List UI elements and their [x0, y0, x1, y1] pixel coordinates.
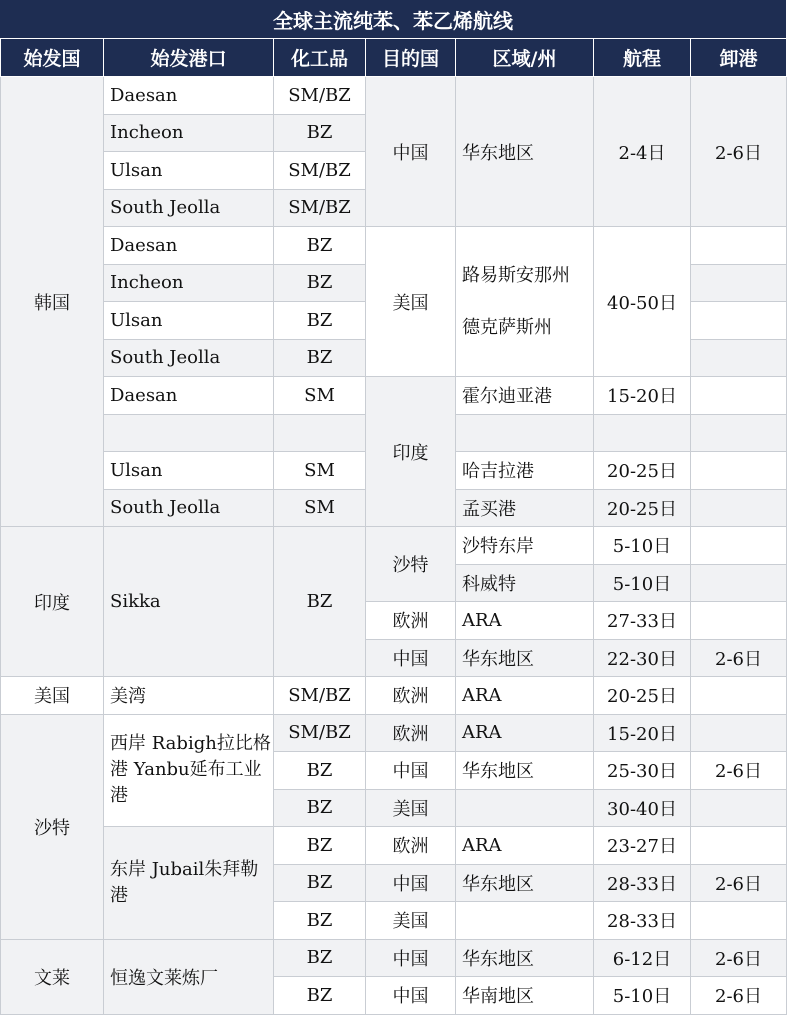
unload-cell: 2-6日	[691, 77, 787, 227]
origin-port-cell: South Jeolla	[104, 489, 274, 527]
product-cell: SM	[274, 452, 366, 490]
voyage-cell: 27-33日	[594, 602, 691, 640]
voyage-cell: 30-40日	[594, 789, 691, 827]
product-cell: SM/BZ	[274, 714, 366, 752]
voyage-cell: 23-27日	[594, 827, 691, 865]
region-cell: 科威特	[456, 564, 594, 602]
voyage-cell	[594, 414, 691, 452]
product-cell: SM/BZ	[274, 189, 366, 227]
product-cell: BZ	[274, 939, 366, 977]
unload-cell: 2-6日	[691, 939, 787, 977]
dest-country-cell: 美国	[366, 227, 456, 377]
unload-cell	[691, 714, 787, 752]
origin-port-cell: Incheon	[104, 264, 274, 302]
unload-cell	[691, 827, 787, 865]
dest-country-cell: 欧洲	[366, 827, 456, 865]
product-cell: SM/BZ	[274, 152, 366, 190]
origin-port-cell	[104, 414, 274, 452]
voyage-cell: 40-50日	[594, 227, 691, 377]
unload-cell	[691, 414, 787, 452]
unload-cell	[691, 677, 787, 715]
origin-port-cell: 恒逸文莱炼厂	[104, 939, 274, 1014]
dest-country-cell: 美国	[366, 789, 456, 827]
unload-cell: 2-6日	[691, 639, 787, 677]
region-cell: 路易斯安那州 德克萨斯州	[456, 227, 594, 377]
voyage-cell: 5-10日	[594, 564, 691, 602]
unload-cell	[691, 339, 787, 377]
origin-port-cell: Daesan	[104, 227, 274, 265]
unload-cell	[691, 902, 787, 940]
voyage-cell: 22-30日	[594, 639, 691, 677]
unload-cell	[691, 564, 787, 602]
unload-cell	[691, 264, 787, 302]
product-cell: BZ	[274, 264, 366, 302]
origin-port-cell: South Jeolla	[104, 339, 274, 377]
origin-country-cell: 韩国	[1, 77, 104, 527]
unload-cell	[691, 527, 787, 565]
product-cell: BZ	[274, 752, 366, 790]
col-header-dest-country: 目的国	[366, 39, 456, 77]
voyage-cell: 5-10日	[594, 527, 691, 565]
product-cell: BZ	[274, 864, 366, 902]
origin-country-cell: 文莱	[1, 939, 104, 1014]
product-cell: BZ	[274, 302, 366, 340]
col-header-product: 化工品	[274, 39, 366, 77]
region-cell: 孟买港	[456, 489, 594, 527]
product-cell: BZ	[274, 827, 366, 865]
origin-country-cell: 印度	[1, 527, 104, 677]
region-cell: 华东地区	[456, 77, 594, 227]
dest-country-cell: 印度	[366, 377, 456, 527]
region-cell: 霍尔迪亚港	[456, 377, 594, 415]
dest-country-cell: 沙特	[366, 527, 456, 602]
unload-cell: 2-6日	[691, 752, 787, 790]
voyage-cell: 2-4日	[594, 77, 691, 227]
product-cell: SM/BZ	[274, 77, 366, 115]
dest-country-cell: 欧洲	[366, 602, 456, 640]
region-cell: ARA	[456, 714, 594, 752]
product-cell	[274, 414, 366, 452]
dest-country-cell: 欧洲	[366, 714, 456, 752]
origin-port-cell: South Jeolla	[104, 189, 274, 227]
region-cell	[456, 902, 594, 940]
unload-cell: 2-6日	[691, 977, 787, 1015]
voyage-cell: 6-12日	[594, 939, 691, 977]
region-cell: 华南地区	[456, 977, 594, 1015]
dest-country-cell: 中国	[366, 752, 456, 790]
dest-country-cell: 中国	[366, 77, 456, 227]
voyage-cell: 20-25日	[594, 452, 691, 490]
unload-cell	[691, 789, 787, 827]
table-row	[1, 227, 787, 265]
origin-port-cell: Ulsan	[104, 302, 274, 340]
region-cell: 沙特东岸	[456, 527, 594, 565]
voyage-cell: 25-30日	[594, 752, 691, 790]
table-header	[1, 39, 787, 77]
unload-cell	[691, 302, 787, 340]
voyage-cell: 15-20日	[594, 377, 691, 415]
origin-port-cell: Ulsan	[104, 452, 274, 490]
table-title: 全球主流纯苯、苯乙烯航线	[0, 0, 786, 39]
table-row	[1, 527, 787, 565]
table-row	[1, 939, 787, 977]
dest-country-cell: 中国	[366, 939, 456, 977]
region-cell: ARA	[456, 677, 594, 715]
dest-country-cell: 欧洲	[366, 677, 456, 715]
origin-port-cell: 美湾	[104, 677, 274, 715]
dest-country-cell: 中国	[366, 977, 456, 1015]
region-cell	[456, 789, 594, 827]
product-cell: BZ	[274, 527, 366, 677]
origin-port-cell: Ulsan	[104, 152, 274, 190]
origin-port-cell: Incheon	[104, 114, 274, 152]
product-cell: BZ	[274, 902, 366, 940]
unload-cell	[691, 452, 787, 490]
region-cell: ARA	[456, 827, 594, 865]
col-header-origin-port: 始发港口	[104, 39, 274, 77]
origin-country-cell: 美国	[1, 677, 104, 715]
origin-port-cell: Sikka	[104, 527, 274, 677]
table-row	[1, 77, 787, 115]
region-cell: ARA	[456, 602, 594, 640]
origin-port-cell: Daesan	[104, 377, 274, 415]
voyage-cell: 5-10日	[594, 977, 691, 1015]
product-cell: BZ	[274, 789, 366, 827]
table-row	[1, 714, 787, 752]
voyage-cell: 15-20日	[594, 714, 691, 752]
unload-cell: 2-6日	[691, 864, 787, 902]
table-row	[1, 377, 787, 415]
region-cell	[456, 414, 594, 452]
col-header-unload: 卸港	[691, 39, 787, 77]
region-cell: 华东地区	[456, 639, 594, 677]
region-cell: 华东地区	[456, 939, 594, 977]
origin-country-cell: 沙特	[1, 714, 104, 939]
unload-cell	[691, 377, 787, 415]
table-body	[1, 77, 787, 1015]
product-cell: SM/BZ	[274, 677, 366, 715]
product-cell: BZ	[274, 227, 366, 265]
region-cell: 华东地区	[456, 864, 594, 902]
voyage-cell: 20-25日	[594, 489, 691, 527]
unload-cell	[691, 489, 787, 527]
product-cell: BZ	[274, 977, 366, 1015]
col-header-voyage: 航程	[594, 39, 691, 77]
table-row	[1, 827, 787, 865]
dest-country-cell: 中国	[366, 639, 456, 677]
dest-country-cell: 美国	[366, 902, 456, 940]
table-row	[1, 677, 787, 715]
col-header-origin-country: 始发国	[1, 39, 104, 77]
unload-cell	[691, 227, 787, 265]
product-cell: BZ	[274, 114, 366, 152]
origin-port-cell: 东岸 Jubail朱拜勒港	[104, 827, 274, 940]
unload-cell	[691, 602, 787, 640]
dest-country-cell: 中国	[366, 864, 456, 902]
region-cell: 华东地区	[456, 752, 594, 790]
product-cell: BZ	[274, 339, 366, 377]
product-cell: SM	[274, 489, 366, 527]
voyage-cell: 20-25日	[594, 677, 691, 715]
col-header-region: 区域/州	[456, 39, 594, 77]
origin-port-cell: Daesan	[104, 77, 274, 115]
origin-port-cell: 西岸 Rabigh拉比格港 Yanbu延布工业港	[104, 714, 274, 827]
voyage-cell: 28-33日	[594, 902, 691, 940]
route-table	[0, 38, 787, 1015]
product-cell: SM	[274, 377, 366, 415]
voyage-cell: 28-33日	[594, 864, 691, 902]
region-cell: 哈吉拉港	[456, 452, 594, 490]
